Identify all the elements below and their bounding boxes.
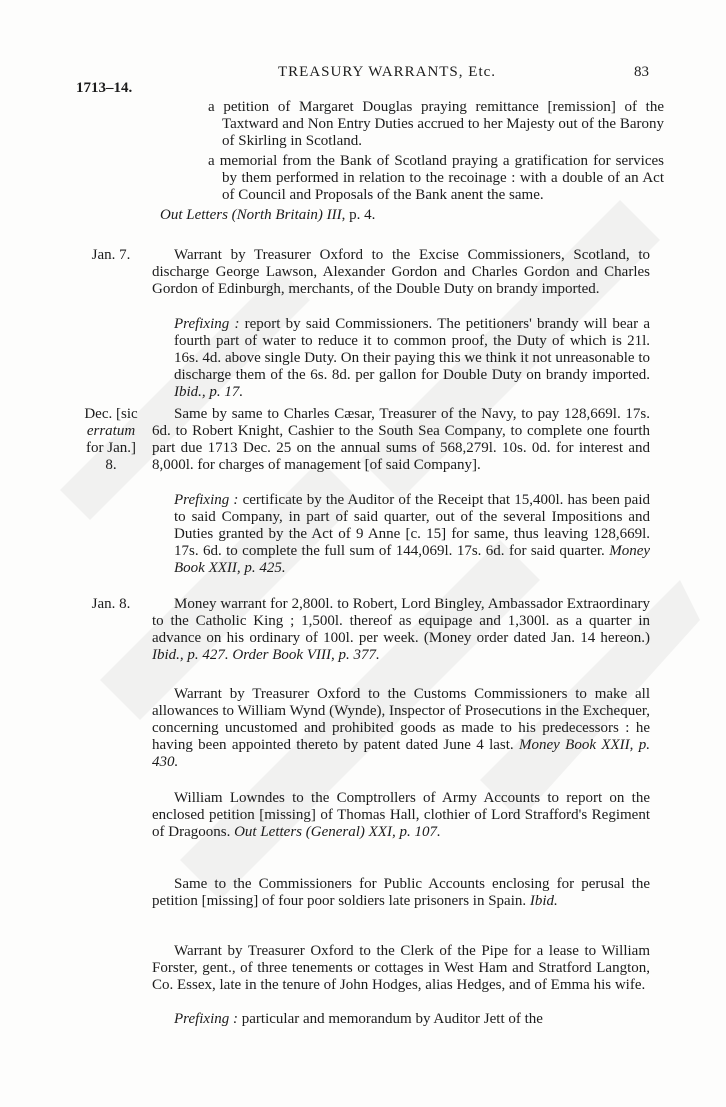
top-reference: Out Letters (North Britain) III, p. 4. bbox=[160, 207, 376, 223]
margin-date-erratum: Dec. [sic erratum for Jan.] 8. bbox=[84, 406, 138, 473]
entry-pipe-prefixing: Prefixing : particular and memorandum by Auditor Jett of the bbox=[174, 1011, 543, 1027]
entry-bingley-warrant: Money warrant for 2,800l. to Robert, Lord Bingley, Ambassador Extraordinary to the Catholic King ; 1,500l. thereof as equipage and 1,300l. as a quarter in advance on his ordinary of 100l. per week. (Money order dated Jan. 14 hereon.) Ibid., p. 427. Order Book VIII, p. 377. bbox=[152, 596, 650, 663]
header-year: 1713–14. bbox=[76, 80, 133, 96]
entry-lowndes-letter: William Lowndes to the Comptrollers of Army Accounts to report on the enclosed petition [missing] of Thomas Hall, clothier of Lord Strafford's Regiment of Dragoons. Out Letters (General) XXI, p. 107. bbox=[152, 790, 650, 840]
entry-navy-warrant: Same by same to Charles Cæsar, Treasurer of the Navy, to pay 128,669l. 17s. 6d. to Robert Knight, Cashier to the South Sea Company, to complete one fourth part due 1713 Dec. 25 on the annual sums of 568,279l. 10s. 0d. for interest and 8,000l. for charges of management [of said Company]. bbox=[152, 406, 650, 473]
margin-date-jan-7: Jan. 7. bbox=[91, 247, 131, 263]
memorial-item: a memorial from the Bank of Scotland praying a gratification for services by them performed in relation to the recoinage : with a double of an Act of Council and Proposals of the Bank anent the same. bbox=[208, 153, 664, 203]
entry-public-accounts: Same to the Commissioners for Public Accounts enclosing for perusal the petition [missing] of four poor soldiers late prisoners in Spain. Ibid. bbox=[152, 876, 650, 909]
petition-item: a petition of Margaret Douglas praying remittance [remission] of the Taxtward and Non Entry Duties accrued to her Majesty out of the Barony of Skirling in Scotland. bbox=[208, 99, 664, 149]
entry-excise-prefixing: Prefixing : report by said Commissioners. The petitioners' brandy will bear a fourth part of water to reduce it to common proof, the Duty of which is 21l. 16s. 4d. above single Duty. On their paying this we think it not unreasonable to discharge them of the 6s. 8d. per gallon for Double Duty on brandy imported. Ibid., p. 17. bbox=[174, 316, 651, 400]
running-title: TREASURY WARRANTS, Etc. bbox=[278, 64, 497, 80]
entry-navy-prefixing: Prefixing : certificate by the Auditor of the Receipt that 15,400l. has been paid to said Company, in part of said quarter, out of the several Impositions and Duties granted by the Act of 9 Anne [c. 15] for same, thus leaving 128,669l. 17s. 6d. to complete the full sum of 144,069l. 17s. 6d. for said quarter. Money Book XXII, p. 425. bbox=[174, 492, 651, 576]
entry-customs-warrant: Warrant by Treasurer Oxford to the Customs Commissioners to make all allowances to William Wynd (Wynde), Inspector of Prosecutions in the Exchequer, concerning uncustomed and prohibited goods as made to his predecessors : he having been appointed thereto by patent dated June 4 last. Money Book XXII, p. 430. bbox=[152, 686, 650, 770]
margin-date-jan-8: Jan. 8. bbox=[91, 596, 131, 612]
page-number: 83 bbox=[634, 64, 649, 80]
entry-pipe-lease: Warrant by Treasurer Oxford to the Clerk of the Pipe for a lease to William Forster, gent., of three tenements or cottages in West Ham and Stratford Langton, Co. Essex, late in the tenure of John Hodges, alias Hedges, and of Emma his wife. bbox=[152, 943, 650, 993]
entry-excise-warrant: Warrant by Treasurer Oxford to the Excise Commissioners, Scotland, to discharge George Lawson, Alexander Gordon and Charles Gordon and Charles Gordon of Edinburgh, merchants, of the Double Duty on brandy imported. bbox=[152, 247, 650, 297]
